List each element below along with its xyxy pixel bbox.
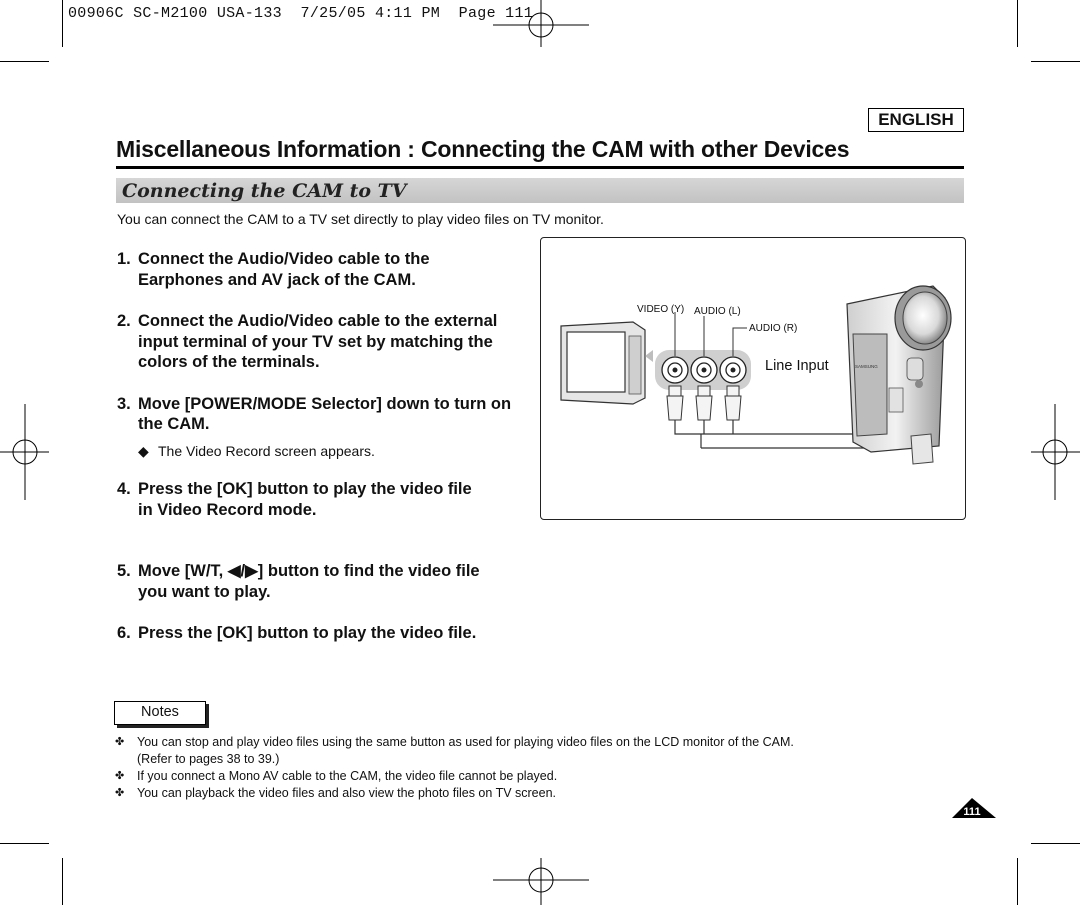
tv-icon	[561, 322, 645, 404]
note-item: ✤ You can playback the video files and also view the photo files on TV screen.	[115, 786, 557, 800]
page-number-badge	[950, 796, 998, 820]
step-6: 6. Press the [OK] button to play the video file.	[117, 624, 477, 642]
av-input-panel	[645, 350, 751, 390]
intro-text: You can connect the CAM to a TV set directly to play video files on TV monitor.	[117, 211, 604, 227]
camcorder-icon	[847, 286, 951, 464]
notes-list	[115, 734, 955, 802]
notes-label: Notes	[114, 701, 206, 725]
label-leaders	[675, 312, 747, 356]
page-number: 111	[963, 806, 981, 818]
note-item-continuation: (Refer to pages 38 to 39.)	[137, 752, 280, 766]
section-title: Connecting the CAM to TV	[122, 180, 407, 202]
line-input-label: Line Input	[765, 358, 829, 374]
step-1: 1. Connect the Audio/Video cable to the Earphones and AV jack of the CAM.	[117, 250, 430, 289]
language-badge: ENGLISH	[868, 108, 964, 132]
steps-list	[117, 249, 537, 644]
audio-l-label: AUDIO (L)	[694, 306, 741, 317]
step-3-subnote: ◆ The Video Record screen appears.	[138, 442, 375, 459]
video-y-label: VIDEO (Y)	[637, 304, 685, 315]
rca-plugs	[667, 386, 741, 420]
step-5: 5. Move [W/T, ◀/▶] button to find the video file you want to play.	[117, 562, 480, 601]
audio-r-label: AUDIO (R)	[749, 323, 798, 334]
step-4: 4. Press the [OK] button to play the video file in Video Record mode.	[117, 480, 472, 519]
connection-figure	[540, 237, 966, 520]
step-3: 3. Move [POWER/MODE Selector] down to turn on the CAM. ◆ The Video Record screen appears.	[117, 394, 537, 462]
brand-label: SAMSUNG	[855, 364, 878, 369]
print-header: 00906C SC-M2100 USA-133 7/25/05 4:11 PM Page 111	[68, 5, 534, 22]
page-title: Miscellaneous Information : Connecting the CAM with other Devices	[116, 136, 850, 162]
title-divider	[116, 166, 964, 169]
step-2: 2. Connect the Audio/Video cable to the external input terminal of your TV set by matching the colors of the terminals.	[117, 312, 498, 371]
note-item: ✤ If you connect a Mono AV cable to the CAM, the video file cannot be played.	[115, 769, 558, 783]
connection-illustration	[541, 238, 965, 519]
note-item: ✤ You can stop and play video files using the same button as used for playing video files on the LCD monitor of the CAM.	[115, 735, 794, 749]
